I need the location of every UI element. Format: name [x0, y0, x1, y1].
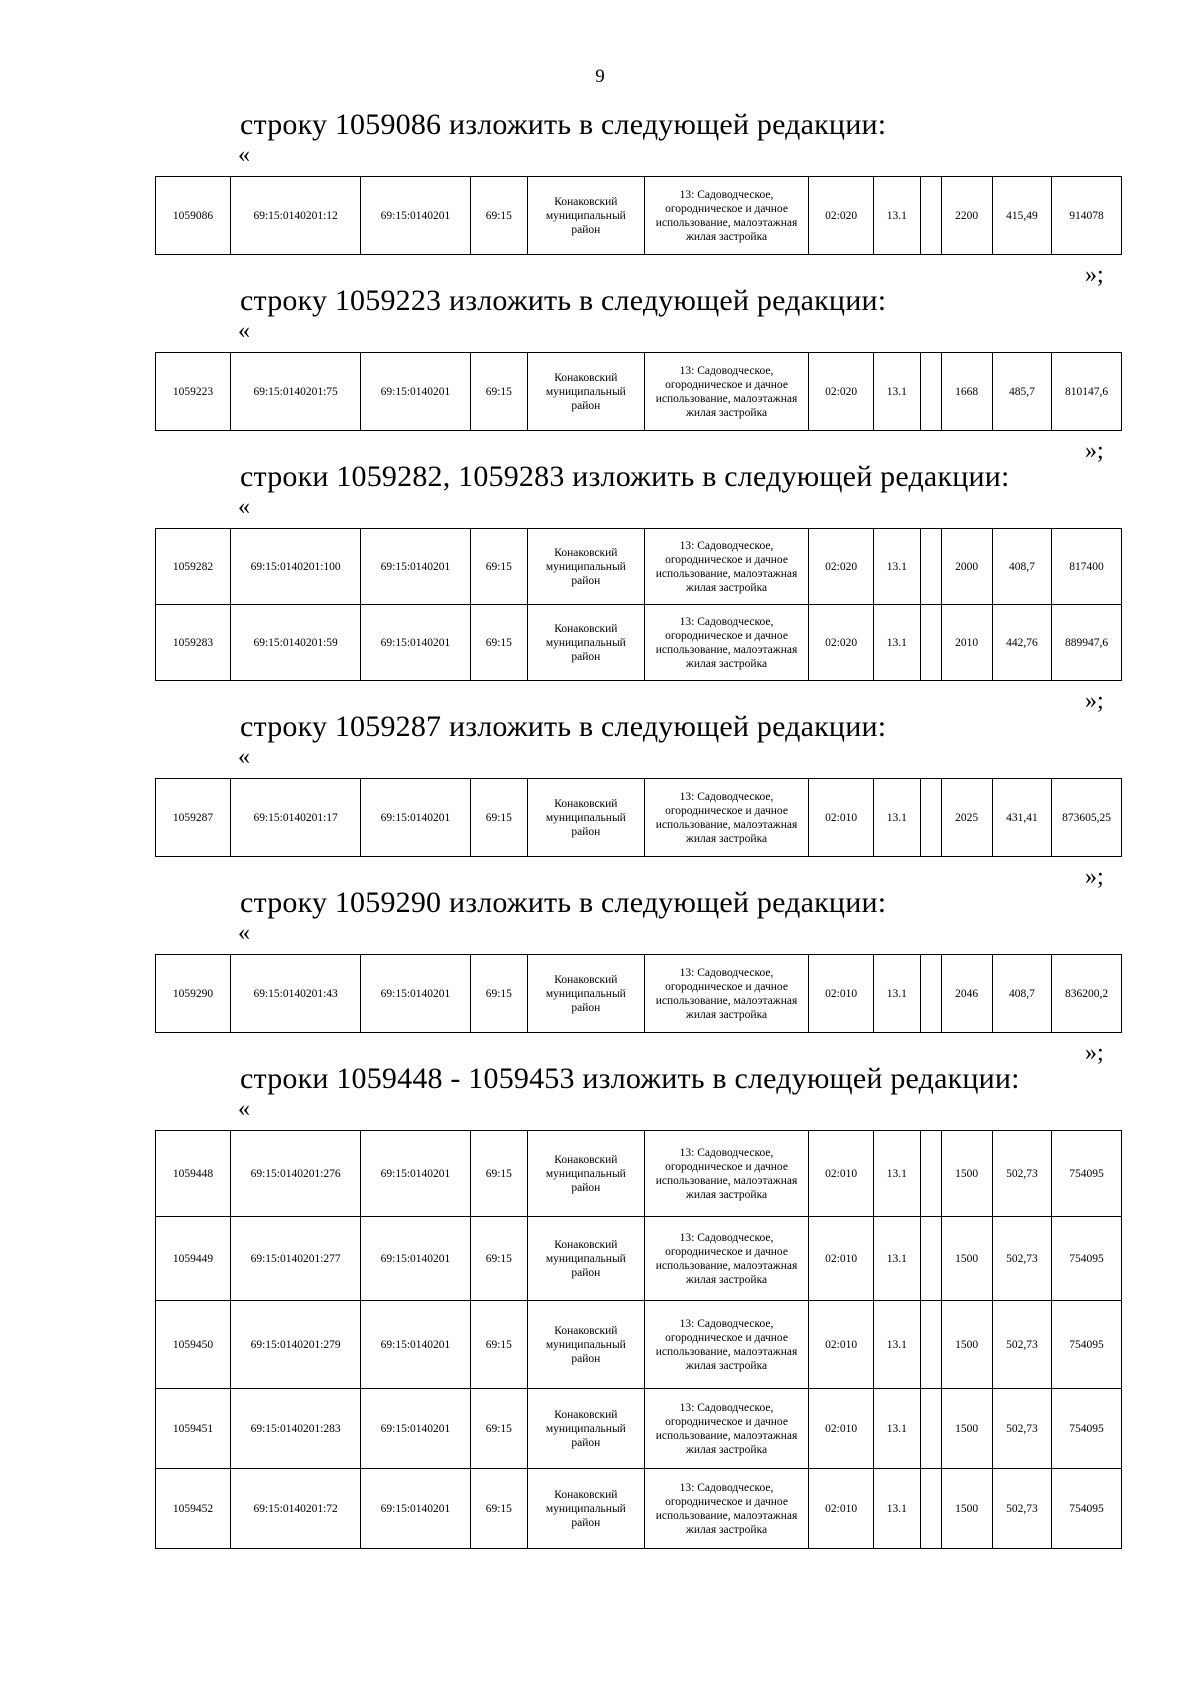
- empty-cell-cell: [920, 177, 941, 255]
- table-row: [156, 1217, 1122, 1301]
- district-code-cell: 69:15: [470, 353, 527, 431]
- cadastral-block-cell: 69:15:0140201: [361, 605, 470, 681]
- cadastral-number-cell: 69:15:0140201:276: [231, 1131, 361, 1217]
- area-cell: 1500: [941, 1469, 992, 1549]
- record-id-cell: 1059290: [156, 955, 231, 1033]
- district-name-cell: Конаковский муниципальный район: [527, 1131, 644, 1217]
- district-name-cell: Конаковский муниципальный район: [527, 779, 644, 857]
- empty-cell-cell: [920, 1389, 941, 1469]
- section-heading: строку 1059223 изложить в следующей редакции:: [240, 284, 887, 317]
- record-id-cell: 1059449: [156, 1217, 231, 1301]
- close-quote: »;: [1085, 864, 1104, 890]
- zone-code-cell: 02:010: [809, 1469, 874, 1549]
- record-id-cell: 1059452: [156, 1469, 231, 1549]
- zone-code-cell: 02:020: [809, 353, 874, 431]
- record-table: [155, 954, 1122, 1033]
- open-quote: «: [238, 494, 250, 520]
- section-heading: строку 1059290 изложить в следующей редакции:: [240, 886, 887, 919]
- area-cell: 1500: [941, 1131, 992, 1217]
- record-id-cell: 1059451: [156, 1389, 231, 1469]
- cadastral-value-cell: 836200,2: [1052, 955, 1122, 1033]
- area-cell: 1500: [941, 1217, 992, 1301]
- cadastral-value-cell: 754095: [1052, 1217, 1122, 1301]
- land-use-cell: 13: Садоводческое, огородническое и дачное использование, малоэтажная жилая застройка: [644, 605, 809, 681]
- zone-code-cell: 02:010: [809, 1217, 874, 1301]
- land-use-cell: 13: Садоводческое, огородническое и дачное использование, малоэтажная жилая застройка: [644, 779, 809, 857]
- district-name-cell: Конаковский муниципальный район: [527, 529, 644, 605]
- open-quote: «: [238, 744, 250, 770]
- open-quote: «: [238, 920, 250, 946]
- cadastral-number-cell: 69:15:0140201:100: [231, 529, 361, 605]
- zone-code-cell: 02:020: [809, 605, 874, 681]
- page-number: 9: [595, 66, 605, 87]
- district-name-cell: Конаковский муниципальный район: [527, 1301, 644, 1389]
- section-heading: строки 1059448 - 1059453 изложить в следующей редакции:: [240, 1062, 1020, 1095]
- district-code-cell: 69:15: [470, 955, 527, 1033]
- record-id-cell: 1059282: [156, 529, 231, 605]
- group-code-cell: 13.1: [873, 353, 920, 431]
- district-code-cell: 69:15: [470, 1469, 527, 1549]
- land-use-cell: 13: Садоводческое, огородническое и дачное использование, малоэтажная жилая застройка: [644, 1131, 809, 1217]
- cadastral-block-cell: 69:15:0140201: [361, 529, 470, 605]
- cadastral-number-cell: 69:15:0140201:12: [231, 177, 361, 255]
- area-cell: 2010: [941, 605, 992, 681]
- cadastral-number-cell: 69:15:0140201:75: [231, 353, 361, 431]
- cadastral-number-cell: 69:15:0140201:279: [231, 1301, 361, 1389]
- open-quote: «: [238, 1096, 250, 1122]
- table-row: [156, 353, 1122, 431]
- record-table: [155, 528, 1122, 681]
- rate-cell: 485,7: [992, 353, 1051, 431]
- district-code-cell: 69:15: [470, 177, 527, 255]
- cadastral-number-cell: 69:15:0140201:283: [231, 1389, 361, 1469]
- section-heading: строку 1059086 изложить в следующей редакции:: [240, 108, 887, 141]
- land-use-cell: 13: Садоводческое, огородническое и дачное использование, малоэтажная жилая застройка: [644, 353, 809, 431]
- cadastral-block-cell: 69:15:0140201: [361, 1131, 470, 1217]
- cadastral-value-cell: 914078: [1052, 177, 1122, 255]
- rate-cell: 502,73: [992, 1469, 1051, 1549]
- table-row: [156, 177, 1122, 255]
- record-table: [155, 1130, 1122, 1549]
- district-code-cell: 69:15: [470, 1389, 527, 1469]
- cadastral-value-cell: 754095: [1052, 1131, 1122, 1217]
- group-code-cell: 13.1: [873, 955, 920, 1033]
- district-code-cell: 69:15: [470, 1131, 527, 1217]
- district-name-cell: Конаковский муниципальный район: [527, 353, 644, 431]
- open-quote: «: [238, 318, 250, 344]
- group-code-cell: 13.1: [873, 1131, 920, 1217]
- cadastral-block-cell: 69:15:0140201: [361, 1469, 470, 1549]
- area-cell: 2000: [941, 529, 992, 605]
- district-code-cell: 69:15: [470, 1301, 527, 1389]
- rate-cell: 408,7: [992, 955, 1051, 1033]
- group-code-cell: 13.1: [873, 605, 920, 681]
- land-use-cell: 13: Садоводческое, огородническое и дачное использование, малоэтажная жилая застройка: [644, 529, 809, 605]
- cadastral-value-cell: 817400: [1052, 529, 1122, 605]
- district-name-cell: Конаковский муниципальный район: [527, 177, 644, 255]
- area-cell: 1500: [941, 1301, 992, 1389]
- district-code-cell: 69:15: [470, 605, 527, 681]
- rate-cell: 502,73: [992, 1131, 1051, 1217]
- cadastral-number-cell: 69:15:0140201:17: [231, 779, 361, 857]
- group-code-cell: 13.1: [873, 177, 920, 255]
- close-quote: »;: [1085, 1040, 1104, 1066]
- land-use-cell: 13: Садоводческое, огородническое и дачное использование, малоэтажная жилая застройка: [644, 1217, 809, 1301]
- empty-cell-cell: [920, 779, 941, 857]
- empty-cell-cell: [920, 1131, 941, 1217]
- close-quote: »;: [1085, 438, 1104, 464]
- group-code-cell: 13.1: [873, 529, 920, 605]
- group-code-cell: 13.1: [873, 1217, 920, 1301]
- empty-cell-cell: [920, 1217, 941, 1301]
- table-row: [156, 955, 1122, 1033]
- cadastral-number-cell: 69:15:0140201:72: [231, 1469, 361, 1549]
- cadastral-number-cell: 69:15:0140201:59: [231, 605, 361, 681]
- empty-cell-cell: [920, 955, 941, 1033]
- table-row: [156, 1301, 1122, 1389]
- zone-code-cell: 02:010: [809, 779, 874, 857]
- rate-cell: 415,49: [992, 177, 1051, 255]
- close-quote: »;: [1085, 688, 1104, 714]
- group-code-cell: 13.1: [873, 1469, 920, 1549]
- district-name-cell: Конаковский муниципальный район: [527, 1217, 644, 1301]
- zone-code-cell: 02:010: [809, 955, 874, 1033]
- cadastral-number-cell: 69:15:0140201:277: [231, 1217, 361, 1301]
- table-row: [156, 1389, 1122, 1469]
- cadastral-block-cell: 69:15:0140201: [361, 353, 470, 431]
- table-row: [156, 779, 1122, 857]
- rate-cell: 502,73: [992, 1389, 1051, 1469]
- zone-code-cell: 02:020: [809, 529, 874, 605]
- cadastral-block-cell: 69:15:0140201: [361, 177, 470, 255]
- district-code-cell: 69:15: [470, 529, 527, 605]
- zone-code-cell: 02:010: [809, 1389, 874, 1469]
- table-row: [156, 1131, 1122, 1217]
- table-row: [156, 1469, 1122, 1549]
- record-id-cell: 1059223: [156, 353, 231, 431]
- close-quote: »;: [1085, 262, 1104, 288]
- record-id-cell: 1059287: [156, 779, 231, 857]
- area-cell: 2046: [941, 955, 992, 1033]
- land-use-cell: 13: Садоводческое, огородническое и дачное использование, малоэтажная жилая застройка: [644, 177, 809, 255]
- open-quote: «: [238, 142, 250, 168]
- section-heading: строку 1059287 изложить в следующей редакции:: [240, 710, 887, 743]
- section-heading: строки 1059282, 1059283 изложить в следующей редакции:: [240, 460, 1010, 493]
- area-cell: 1668: [941, 353, 992, 431]
- district-name-cell: Конаковский муниципальный район: [527, 1389, 644, 1469]
- area-cell: 1500: [941, 1389, 992, 1469]
- record-table: [155, 352, 1122, 431]
- cadastral-number-cell: 69:15:0140201:43: [231, 955, 361, 1033]
- table-row: [156, 529, 1122, 605]
- land-use-cell: 13: Садоводческое, огородническое и дачное использование, малоэтажная жилая застройка: [644, 1389, 809, 1469]
- cadastral-value-cell: 889947,6: [1052, 605, 1122, 681]
- land-use-cell: 13: Садоводческое, огородническое и дачное использование, малоэтажная жилая застройка: [644, 1469, 809, 1549]
- empty-cell-cell: [920, 353, 941, 431]
- rate-cell: 408,7: [992, 529, 1051, 605]
- zone-code-cell: 02:020: [809, 177, 874, 255]
- cadastral-block-cell: 69:15:0140201: [361, 1217, 470, 1301]
- zone-code-cell: 02:010: [809, 1301, 874, 1389]
- land-use-cell: 13: Садоводческое, огородническое и дачное использование, малоэтажная жилая застройка: [644, 955, 809, 1033]
- cadastral-value-cell: 754095: [1052, 1389, 1122, 1469]
- cadastral-value-cell: 873605,25: [1052, 779, 1122, 857]
- empty-cell-cell: [920, 529, 941, 605]
- rate-cell: 442,76: [992, 605, 1051, 681]
- rate-cell: 431,41: [992, 779, 1051, 857]
- cadastral-block-cell: 69:15:0140201: [361, 955, 470, 1033]
- cadastral-value-cell: 754095: [1052, 1469, 1122, 1549]
- group-code-cell: 13.1: [873, 1301, 920, 1389]
- cadastral-value-cell: 810147,6: [1052, 353, 1122, 431]
- record-table: [155, 778, 1122, 857]
- cadastral-block-cell: 69:15:0140201: [361, 1301, 470, 1389]
- zone-code-cell: 02:010: [809, 1131, 874, 1217]
- land-use-cell: 13: Садоводческое, огородническое и дачное использование, малоэтажная жилая застройка: [644, 1301, 809, 1389]
- empty-cell-cell: [920, 1469, 941, 1549]
- district-name-cell: Конаковский муниципальный район: [527, 955, 644, 1033]
- area-cell: 2025: [941, 779, 992, 857]
- cadastral-value-cell: 754095: [1052, 1301, 1122, 1389]
- group-code-cell: 13.1: [873, 1389, 920, 1469]
- district-name-cell: Конаковский муниципальный район: [527, 1469, 644, 1549]
- district-name-cell: Конаковский муниципальный район: [527, 605, 644, 681]
- record-table: [155, 176, 1122, 255]
- cadastral-block-cell: 69:15:0140201: [361, 1389, 470, 1469]
- rate-cell: 502,73: [992, 1301, 1051, 1389]
- cadastral-block-cell: 69:15:0140201: [361, 779, 470, 857]
- group-code-cell: 13.1: [873, 779, 920, 857]
- table-row: [156, 605, 1122, 681]
- area-cell: 2200: [941, 177, 992, 255]
- record-id-cell: 1059086: [156, 177, 231, 255]
- empty-cell-cell: [920, 1301, 941, 1389]
- district-code-cell: 69:15: [470, 1217, 527, 1301]
- empty-cell-cell: [920, 605, 941, 681]
- record-id-cell: 1059283: [156, 605, 231, 681]
- record-id-cell: 1059450: [156, 1301, 231, 1389]
- rate-cell: 502,73: [992, 1217, 1051, 1301]
- record-id-cell: 1059448: [156, 1131, 231, 1217]
- district-code-cell: 69:15: [470, 779, 527, 857]
